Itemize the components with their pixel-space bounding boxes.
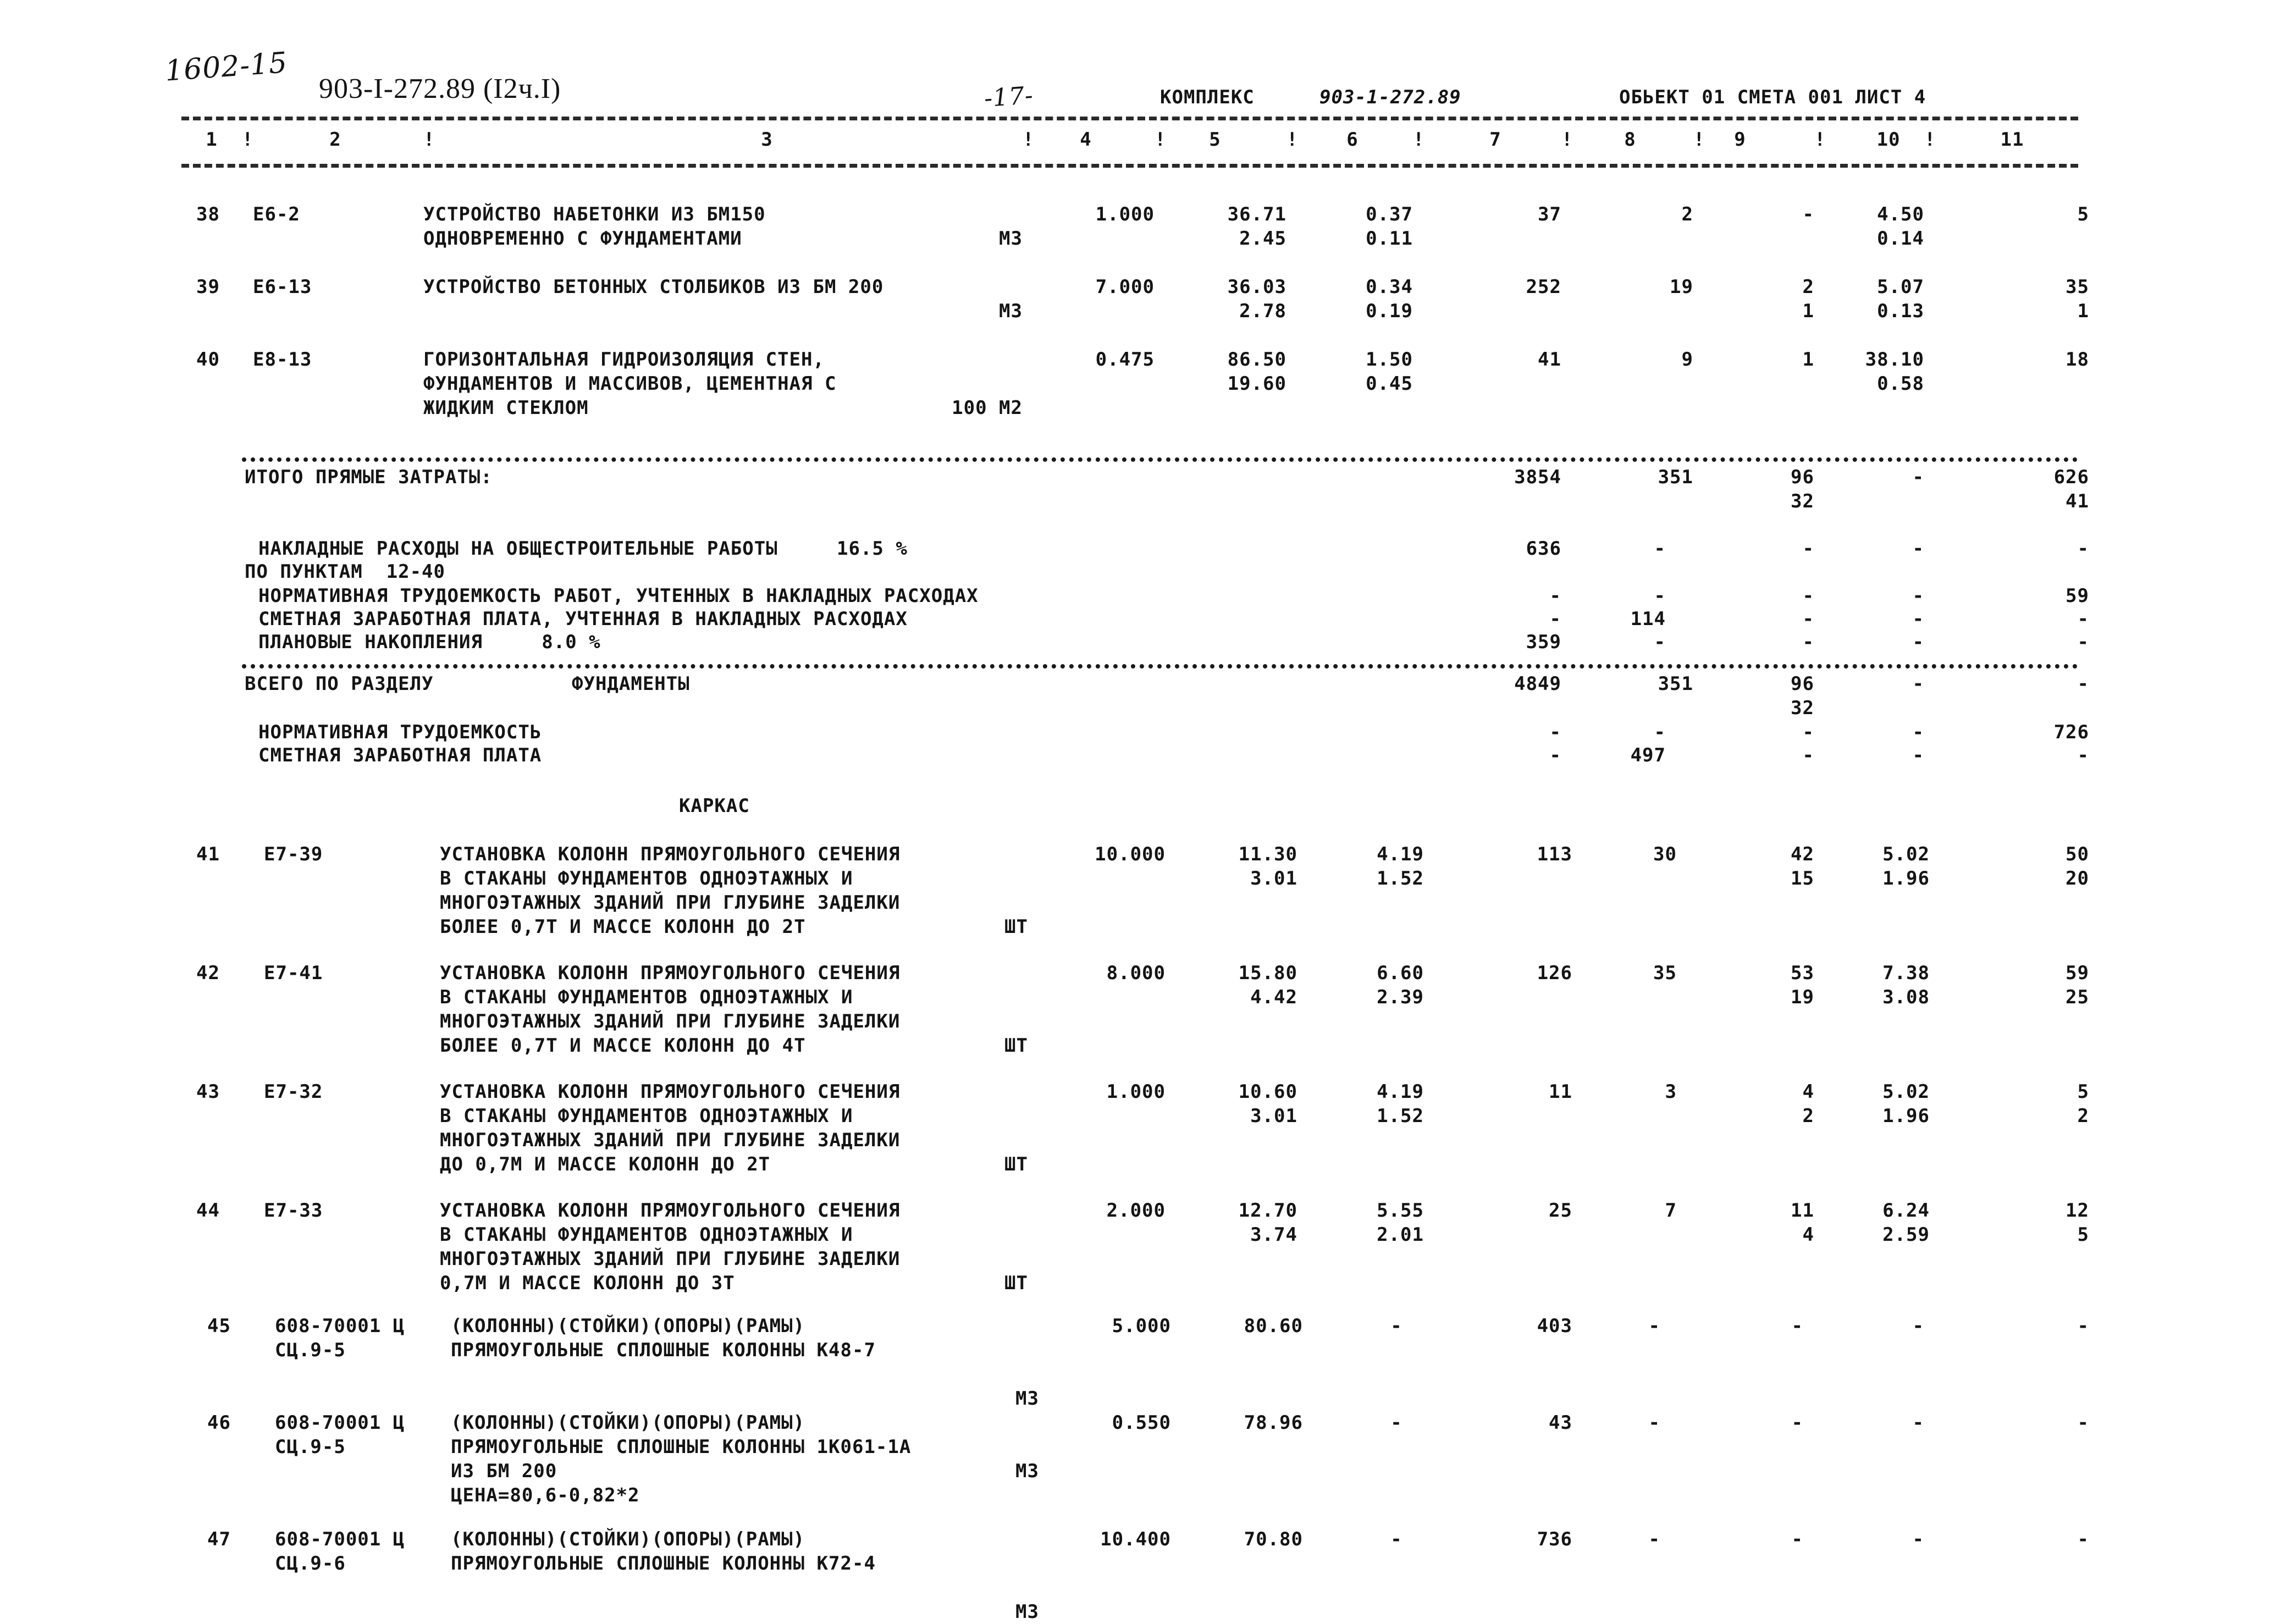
labor-per-unit: 6.24 bbox=[1882, 1200, 1930, 1222]
overhead-value: - bbox=[1802, 608, 1814, 630]
work-description: ГОРИЗОНТАЛЬНАЯ ГИДРОИЗОЛЯЦИЯ СТЕН, bbox=[423, 349, 825, 371]
total-wages: - bbox=[1648, 1315, 1660, 1337]
column-header-4: 4 bbox=[1080, 129, 1092, 151]
labor-per-unit: - bbox=[1912, 1412, 1924, 1434]
column-separator: ! bbox=[423, 129, 435, 151]
work-description: ЖИДКИМ СТЕКЛОМ bbox=[423, 397, 589, 419]
work-description: УСТРОЙСТВО НАБЕТОНКИ ИЗ БМ150 bbox=[423, 203, 766, 225]
normative-labor-value: - bbox=[1912, 721, 1924, 743]
direct-costs-col10: - bbox=[1912, 466, 1924, 488]
material-description: (КОЛОННЫ)(СТОЙКИ)(ОПОРЫ)(РАМЫ) bbox=[451, 1412, 805, 1434]
unit-machine-cost: 0.37 bbox=[1366, 203, 1413, 225]
work-description: УСТАНОВКА КОЛОНН ПРЯМОУГОЛЬНОГО СЕЧЕНИЯ bbox=[440, 1200, 901, 1222]
unit-machine-cost: 6.60 bbox=[1377, 962, 1424, 984]
unit-of-measure: ШТ bbox=[1004, 1035, 1028, 1057]
unit-wages: 3.01 bbox=[1250, 868, 1297, 890]
column-header-5: 5 bbox=[1209, 129, 1221, 151]
work-description: МНОГОЭТАЖНЫХ ЗДАНИЙ ПРИ ГЛУБИНЕ ЗАДЕЛКИ bbox=[440, 892, 901, 914]
unit-price: 70.80 bbox=[1244, 1528, 1303, 1550]
section-total-wages: 351 bbox=[1658, 673, 1693, 695]
total-machine-cost: 53 bbox=[1791, 962, 1814, 984]
unit-wages: 4.42 bbox=[1250, 986, 1297, 1008]
overhead-value: - bbox=[1654, 631, 1666, 653]
labor-per-unit: 5.02 bbox=[1882, 843, 1930, 865]
total-machine-cost: 4 bbox=[1802, 1081, 1814, 1103]
section-total-col11: - bbox=[2077, 673, 2089, 695]
machine-cost: - bbox=[1390, 1528, 1402, 1550]
column-separator: ! bbox=[1561, 129, 1573, 151]
total-machine-wages: 4 bbox=[1802, 1224, 1814, 1246]
total-machine-cost: 11 bbox=[1791, 1200, 1814, 1222]
unit-cost: 11.30 bbox=[1238, 843, 1297, 865]
object-estimate-sheet: ОБЬЕКТ 01 СМЕТА 001 ЛИСТ 4 bbox=[1619, 86, 1926, 108]
work-description: В СТАКАНЫ ФУНДАМЕНТОВ ОДНОЭТАЖНЫХ И bbox=[440, 868, 853, 890]
unit-wages: 2.45 bbox=[1239, 228, 1286, 250]
labor-total: - bbox=[2077, 1315, 2089, 1337]
total-wages: 9 bbox=[1681, 349, 1693, 371]
labor-total: 18 bbox=[2066, 349, 2089, 371]
estimated-wages-value: - bbox=[1802, 744, 1814, 766]
labor-per-unit: 38.10 bbox=[1865, 349, 1924, 371]
material-description: ЦЕНА=80,6-0,82*2 bbox=[451, 1484, 640, 1506]
quantity: 1.000 bbox=[1106, 1081, 1166, 1103]
work-description: В СТАКАНЫ ФУНДАМЕНТОВ ОДНОЭТАЖНЫХ И bbox=[440, 1105, 853, 1127]
unit-of-measure: М3 bbox=[1015, 1601, 1039, 1623]
header-top-rule bbox=[181, 117, 2078, 120]
section-total-machine-wages: 32 bbox=[1791, 697, 1814, 719]
overhead-value: - bbox=[1654, 538, 1666, 560]
normative-labor-value: - bbox=[1549, 721, 1561, 743]
complex-label: КОМПЛЕКС bbox=[1160, 86, 1255, 108]
row-number: 42 bbox=[196, 962, 220, 984]
machine-cost: - bbox=[1390, 1315, 1402, 1337]
unit-machine-cost: 4.19 bbox=[1377, 1081, 1424, 1103]
labor-total: - bbox=[2077, 1528, 2089, 1550]
work-description: В СТАКАНЫ ФУНДАМЕНТОВ ОДНОЭТАЖНЫХ И bbox=[440, 986, 853, 1008]
row-number: 46 bbox=[207, 1412, 231, 1434]
labor-total-machine: 20 bbox=[2066, 868, 2089, 890]
unit-of-measure: М3 bbox=[1015, 1388, 1039, 1410]
rate-code: Е6-2 bbox=[253, 203, 300, 225]
column-separator: ! bbox=[1023, 129, 1035, 151]
unit-of-measure: М3 bbox=[1015, 1460, 1039, 1482]
row-number: 38 bbox=[196, 203, 220, 225]
column-separator: ! bbox=[242, 129, 254, 151]
price-list-code: 608-70001 Ц bbox=[275, 1315, 405, 1337]
labor-total-machine: 25 bbox=[2066, 986, 2089, 1008]
labor-per-unit: 5.02 bbox=[1882, 1081, 1930, 1103]
price-list-ref: СЦ.9-5 bbox=[275, 1436, 346, 1458]
labor-total: 5 bbox=[2077, 203, 2089, 225]
rate-code: Е8-13 bbox=[253, 349, 312, 371]
total-cost: 11 bbox=[1549, 1081, 1572, 1103]
labor-per-unit-machine: 1.96 bbox=[1882, 868, 1930, 890]
column-header-1: 1 bbox=[206, 129, 218, 151]
unit-cost: 86.50 bbox=[1227, 349, 1286, 371]
overhead-items-range: ПО ПУНКТАМ 12-40 bbox=[245, 561, 445, 583]
labor-total-machine: 1 bbox=[2077, 300, 2089, 322]
unit-wages: 2.78 bbox=[1239, 300, 1286, 322]
column-header-8: 8 bbox=[1624, 129, 1636, 151]
overhead-labor-label: НОРМАТИВНАЯ ТРУДОЕМКОСТЬ РАБОТ, УЧТЕННЫХ В НАКЛАДНЫХ РАСХОДАХ bbox=[258, 585, 979, 607]
work-description: 0,7М И МАССЕ КОЛОНН ДО 3Т bbox=[440, 1272, 735, 1294]
quantity: 8.000 bbox=[1106, 962, 1166, 984]
column-separator: ! bbox=[1693, 129, 1705, 151]
material-description: ИЗ БМ 200 bbox=[451, 1460, 557, 1482]
labor-per-unit-machine: 0.58 bbox=[1877, 373, 1924, 395]
rate-code: Е6-13 bbox=[253, 276, 312, 298]
unit-cost: 36.71 bbox=[1227, 203, 1286, 225]
overhead-value: - bbox=[1912, 585, 1924, 607]
estimated-wages-value: - bbox=[1549, 744, 1561, 766]
unit-machine-wages: 1.52 bbox=[1377, 868, 1424, 890]
normative-labor-value: - bbox=[1654, 721, 1666, 743]
overhead-value: - bbox=[1912, 631, 1924, 653]
unit-machine-wages: 0.19 bbox=[1366, 300, 1413, 322]
rate-code: Е7-33 bbox=[264, 1200, 323, 1222]
direct-costs-wages: 351 bbox=[1658, 466, 1693, 488]
column-header-7: 7 bbox=[1489, 129, 1501, 151]
unit-wages: 3.74 bbox=[1250, 1224, 1297, 1246]
work-description: МНОГОЭТАЖНЫХ ЗДАНИЙ ПРИ ГЛУБИНЕ ЗАДЕЛКИ bbox=[440, 1248, 901, 1270]
row-number: 39 bbox=[196, 276, 220, 298]
quantity: 7.000 bbox=[1095, 276, 1155, 298]
total-wages: - bbox=[1648, 1412, 1660, 1434]
total-cost: 43 bbox=[1549, 1412, 1572, 1434]
unit-machine-cost: 4.19 bbox=[1377, 843, 1424, 865]
total-wages: 30 bbox=[1653, 843, 1677, 865]
work-description: В СТАКАНЫ ФУНДАМЕНТОВ ОДНОЭТАЖНЫХ И bbox=[440, 1224, 853, 1246]
subtotal-rule bbox=[242, 457, 2078, 462]
page-number: -17- bbox=[983, 81, 1035, 113]
total-machine-cost: 1 bbox=[1802, 349, 1814, 371]
quantity: 0.475 bbox=[1095, 349, 1155, 371]
unit-wages: 19.60 bbox=[1227, 373, 1286, 395]
unit-machine-wages: 0.45 bbox=[1366, 373, 1413, 395]
unit-machine-cost: 0.34 bbox=[1366, 276, 1413, 298]
quantity: 10.000 bbox=[1095, 843, 1166, 865]
column-header-2: 2 bbox=[329, 129, 341, 151]
unit-cost: 12.70 bbox=[1238, 1200, 1297, 1222]
labor-per-unit-machine: 0.14 bbox=[1877, 228, 1924, 250]
row-number: 44 bbox=[196, 1200, 220, 1222]
direct-costs-machine-wages: 32 bbox=[1791, 490, 1814, 512]
overhead-value: - bbox=[1802, 538, 1814, 560]
total-machine-wages: 15 bbox=[1791, 868, 1814, 890]
total-wages: 35 bbox=[1653, 962, 1677, 984]
column-header-11: 11 bbox=[2000, 129, 2024, 151]
row-number: 43 bbox=[196, 1081, 220, 1103]
work-description: УСТАНОВКА КОЛОНН ПРЯМОУГОЛЬНОГО СЕЧЕНИЯ bbox=[440, 1081, 901, 1103]
unit-of-measure: ШТ bbox=[1004, 1272, 1028, 1294]
labor-total: 50 bbox=[2066, 843, 2089, 865]
unit-cost: 10.60 bbox=[1238, 1081, 1297, 1103]
unit-cost: 15.80 bbox=[1238, 962, 1297, 984]
price-list-code: 608-70001 Ц bbox=[275, 1412, 405, 1434]
normative-labor-value: - bbox=[1802, 721, 1814, 743]
document-code: 903-I-272.89 (I2ч.I) bbox=[319, 73, 561, 104]
quantity: 10.400 bbox=[1100, 1528, 1171, 1550]
unit-machine-cost: 5.55 bbox=[1377, 1200, 1424, 1222]
header-bottom-rule bbox=[181, 164, 2078, 168]
column-header-9: 9 bbox=[1734, 129, 1746, 151]
material-description: (КОЛОННЫ)(СТОЙКИ)(ОПОРЫ)(РАМЫ) bbox=[451, 1315, 805, 1337]
overhead-label: НАКЛАДНЫЕ РАСХОДЫ НА ОБЩЕСТРОИТЕЛЬНЫЕ РАБОТЫ 16.5 % bbox=[258, 538, 908, 560]
overhead-wages-label: СМЕТНАЯ ЗАРАБОТНАЯ ПЛАТА, УЧТЕННАЯ В НАКЛАДНЫХ РАСХОДАХ bbox=[258, 608, 908, 630]
quantity: 5.000 bbox=[1112, 1315, 1171, 1337]
row-number: 40 bbox=[196, 349, 220, 371]
overhead-value: - bbox=[1912, 538, 1924, 560]
total-cost: 126 bbox=[1537, 962, 1572, 984]
price-list-ref: СЦ.9-5 bbox=[275, 1339, 346, 1361]
total-machine-cost: - bbox=[1802, 203, 1814, 225]
direct-costs-machine: 96 bbox=[1791, 466, 1814, 488]
labor-total-machine: 5 bbox=[2077, 1224, 2089, 1246]
labor-total: - bbox=[2077, 1412, 2089, 1434]
total-machine-cost: 42 bbox=[1791, 843, 1814, 865]
unit-machine-cost: 1.50 bbox=[1366, 349, 1413, 371]
total-cost: 252 bbox=[1526, 276, 1561, 298]
column-separator: ! bbox=[1924, 129, 1936, 151]
column-separator: ! bbox=[1155, 129, 1167, 151]
material-description: (КОЛОННЫ)(СТОЙКИ)(ОПОРЫ)(РАМЫ) bbox=[451, 1528, 805, 1550]
direct-costs-label: ИТОГО ПРЯМЫЕ ЗАТРАТЫ: bbox=[245, 466, 493, 488]
rate-code: Е7-41 bbox=[264, 962, 323, 984]
overhead-value: - bbox=[1802, 631, 1814, 653]
row-number: 41 bbox=[196, 843, 220, 865]
unit-machine-wages: 1.52 bbox=[1377, 1105, 1424, 1127]
overhead-value: - bbox=[1549, 585, 1561, 607]
section-total-label: ВСЕГО ПО РАЗДЕЛУ bbox=[245, 673, 434, 695]
total-cost: 403 bbox=[1537, 1315, 1572, 1337]
total-cost: 25 bbox=[1549, 1200, 1572, 1222]
estimated-wages-value: - bbox=[1912, 744, 1924, 766]
estimated-wages-label: СМЕТНАЯ ЗАРАБОТНАЯ ПЛАТА bbox=[258, 744, 542, 766]
quantity: 2.000 bbox=[1106, 1200, 1166, 1222]
column-separator: ! bbox=[1413, 129, 1425, 151]
column-separator: ! bbox=[1814, 129, 1826, 151]
overhead-value: 114 bbox=[1630, 608, 1666, 630]
total-machine: - bbox=[1791, 1315, 1803, 1337]
column-header-10: 10 bbox=[1876, 129, 1901, 151]
work-description: ОДНОВРЕМЕННО С ФУНДАМЕНТАМИ bbox=[423, 228, 742, 250]
overhead-value: - bbox=[2077, 608, 2089, 630]
unit-cost: 36.03 bbox=[1227, 276, 1286, 298]
total-machine: - bbox=[1791, 1528, 1803, 1550]
quantity: 0.550 bbox=[1112, 1412, 1171, 1434]
normative-labor-label: НОРМАТИВНАЯ ТРУДОЕМКОСТЬ bbox=[258, 721, 542, 743]
overhead-value: - bbox=[2077, 538, 2089, 560]
labor-per-unit: - bbox=[1912, 1315, 1924, 1337]
total-wages: - bbox=[1648, 1528, 1660, 1550]
unit-price: 78.96 bbox=[1244, 1412, 1303, 1434]
column-separator: ! bbox=[1286, 129, 1299, 151]
unit-price: 80.60 bbox=[1244, 1315, 1303, 1337]
total-wages: 7 bbox=[1665, 1200, 1677, 1222]
unit-of-measure: М3 bbox=[999, 300, 1023, 322]
unit-of-measure: М3 bbox=[999, 228, 1023, 250]
labor-per-unit-machine: 2.59 bbox=[1882, 1224, 1930, 1246]
total-cost: 37 bbox=[1538, 203, 1561, 225]
total-machine-wages: 19 bbox=[1791, 986, 1814, 1008]
section-total-cost: 4849 bbox=[1514, 673, 1561, 695]
overhead-value: - bbox=[1654, 585, 1666, 607]
overhead-value: - bbox=[1802, 585, 1814, 607]
direct-costs-labor: 626 bbox=[2053, 466, 2089, 488]
unit-machine-wages: 2.39 bbox=[1377, 986, 1424, 1008]
labor-total: 12 bbox=[2066, 1200, 2089, 1222]
total-wages: 2 bbox=[1681, 203, 1693, 225]
work-description: БОЛЕЕ 0,7Т И МАССЕ КОЛОНН ДО 2Т bbox=[440, 916, 806, 938]
total-wages: 3 bbox=[1665, 1081, 1677, 1103]
labor-per-unit-machine: 0.13 bbox=[1877, 300, 1924, 322]
planned-savings-label: ПЛАНОВЫЕ НАКОПЛЕНИЯ 8.0 % bbox=[258, 631, 601, 653]
row-number: 45 bbox=[207, 1315, 231, 1337]
overhead-value: 636 bbox=[1526, 538, 1561, 560]
total-machine-wages: 1 bbox=[1802, 300, 1814, 322]
labor-per-unit: 4.50 bbox=[1877, 203, 1924, 225]
overhead-value: - bbox=[1912, 608, 1924, 630]
quantity: 1.000 bbox=[1095, 203, 1155, 225]
overhead-value: 59 bbox=[2066, 585, 2089, 607]
material-description: ПРЯМОУГОЛЬНЫЕ СПЛОШНЫЕ КОЛОННЫ К72-4 bbox=[451, 1553, 876, 1575]
work-description: ФУНДАМЕНТОВ И МАССИВОВ, ЦЕМЕНТНАЯ С bbox=[423, 373, 837, 395]
price-list-ref: СЦ.9-6 bbox=[275, 1553, 346, 1575]
labor-per-unit-machine: 3.08 bbox=[1882, 986, 1930, 1008]
row-number: 47 bbox=[207, 1528, 231, 1550]
handwritten-reference: 1602-15 bbox=[164, 46, 289, 88]
work-description: УСТАНОВКА КОЛОНН ПРЯМОУГОЛЬНОГО СЕЧЕНИЯ bbox=[440, 962, 901, 984]
rate-code: Е7-32 bbox=[264, 1081, 323, 1103]
unit-wages: 3.01 bbox=[1250, 1105, 1297, 1127]
overhead-value: - bbox=[2077, 631, 2089, 653]
work-description: ДО 0,7М И МАССЕ КОЛОНН ДО 2Т bbox=[440, 1153, 771, 1175]
labor-total: 5 bbox=[2077, 1081, 2089, 1103]
work-description: УСТРОЙСТВО БЕТОННЫХ СТОЛБИКОВ ИЗ БМ 200 bbox=[423, 276, 884, 298]
work-description: УСТАНОВКА КОЛОНН ПРЯМОУГОЛЬНОГО СЕЧЕНИЯ bbox=[440, 843, 901, 865]
work-description: БОЛЕЕ 0,7Т И МАССЕ КОЛОНН ДО 4Т bbox=[440, 1035, 806, 1057]
total-cost: 41 bbox=[1538, 349, 1561, 371]
work-description: МНОГОЭТАЖНЫХ ЗДАНИЙ ПРИ ГЛУБИНЕ ЗАДЕЛКИ bbox=[440, 1129, 901, 1151]
price-list-code: 608-70001 Ц bbox=[275, 1528, 405, 1550]
section-total-rule bbox=[242, 664, 2078, 669]
overhead-value: - bbox=[1549, 608, 1561, 630]
complex-code: 903-1-272.89 bbox=[1319, 86, 1461, 108]
unit-machine-wages: 2.01 bbox=[1377, 1224, 1424, 1246]
estimated-wages-value: 497 bbox=[1630, 744, 1666, 766]
section-name: ФУНДАМЕНТЫ bbox=[572, 673, 690, 695]
section-title-karkas: КАРКАС bbox=[679, 795, 750, 817]
total-machine: - bbox=[1791, 1412, 1803, 1434]
labor-total: 59 bbox=[2066, 962, 2089, 984]
labor-total-machine: 2 bbox=[2077, 1105, 2089, 1127]
labor-per-unit: 5.07 bbox=[1877, 276, 1924, 298]
estimated-wages-value: - bbox=[2077, 744, 2089, 766]
material-description: ПРЯМОУГОЛЬНЫЕ СПЛОШНЫЕ КОЛОННЫ К48-7 bbox=[451, 1339, 876, 1361]
rate-code: Е7-39 bbox=[264, 843, 323, 865]
column-header-3: 3 bbox=[761, 129, 773, 151]
total-machine-wages: 2 bbox=[1802, 1105, 1814, 1127]
unit-of-measure: ШТ bbox=[1004, 1153, 1028, 1175]
total-wages: 19 bbox=[1670, 276, 1693, 298]
unit-machine-wages: 0.11 bbox=[1366, 228, 1413, 250]
section-total-machine: 96 bbox=[1791, 673, 1814, 695]
overhead-value: 359 bbox=[1526, 631, 1561, 653]
labor-per-unit-machine: 1.96 bbox=[1882, 1105, 1930, 1127]
normative-labor-value: 726 bbox=[2053, 721, 2089, 743]
total-cost: 113 bbox=[1537, 843, 1572, 865]
machine-cost: - bbox=[1390, 1412, 1402, 1434]
labor-per-unit: 7.38 bbox=[1882, 962, 1930, 984]
material-description: ПРЯМОУГОЛЬНЫЕ СПЛОШНЫЕ КОЛОННЫ 1К061-1А bbox=[451, 1436, 912, 1458]
total-machine-cost: 2 bbox=[1802, 276, 1814, 298]
unit-of-measure: 100 М2 bbox=[952, 397, 1023, 419]
work-description: МНОГОЭТАЖНЫХ ЗДАНИЙ ПРИ ГЛУБИНЕ ЗАДЕЛКИ bbox=[440, 1010, 901, 1032]
unit-of-measure: ШТ bbox=[1004, 916, 1028, 938]
column-header-6: 6 bbox=[1346, 129, 1359, 151]
total-cost: 736 bbox=[1537, 1528, 1572, 1550]
labor-per-unit: - bbox=[1912, 1528, 1924, 1550]
section-total-col10: - bbox=[1912, 673, 1924, 695]
direct-costs-labor-machine: 41 bbox=[2066, 490, 2089, 512]
labor-total: 35 bbox=[2066, 276, 2089, 298]
direct-costs-total: 3854 bbox=[1514, 466, 1561, 488]
